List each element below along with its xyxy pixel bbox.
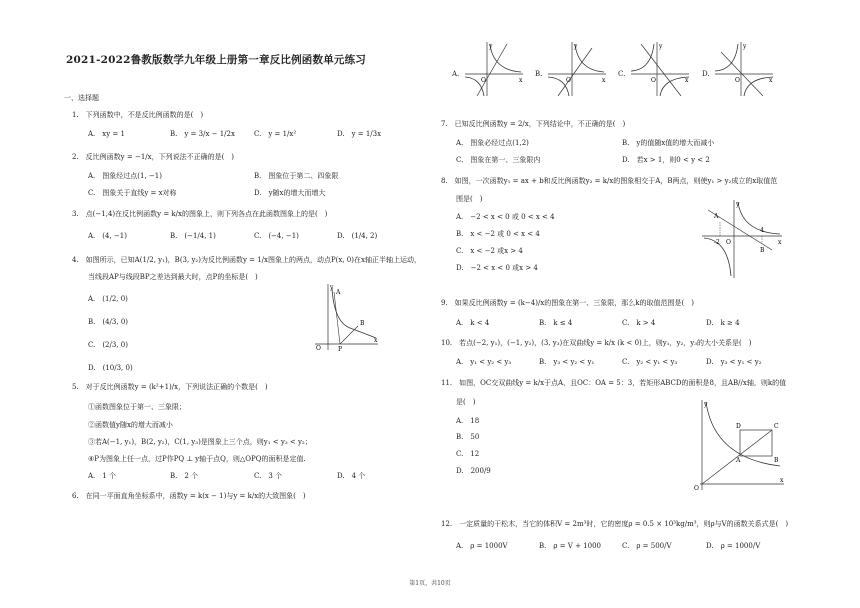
q2-option-b: B. 图象位于第二、四象限 — [254, 172, 339, 180]
q8-option-d: D. −2 < x < 0 或x > 4 — [456, 264, 538, 272]
question-1: 1. 下列函数中，不是反比例函数的是( ) — [72, 111, 204, 119]
q5-option-a: A. 1 个 — [88, 472, 116, 480]
question-10: 10. 若点(−2, y₁)，(−1, y₂)，(3, y₃)在双曲线y = k/x (k < 0)上，则y₁，y₂，y₃的大小关系是( ) — [441, 339, 752, 347]
section-heading: 一、选择题 — [64, 94, 99, 102]
q5-statement-4: ④P为图象上任一点，过P作PQ ⊥ y轴于点Q，则△OPQ的面积是定值. — [88, 455, 306, 463]
q5-statement-2: ②函数值y随x的增大而减小 — [88, 421, 173, 429]
q5-statement-3: ③若A(−1, y₁)，B(2, y₂)，C(1, y₃)是图象上三个点，则y₁ < y₃ < y₂； — [88, 438, 312, 446]
svg-text:x: x — [778, 239, 782, 246]
svg-text:O: O — [566, 77, 571, 84]
svg-text:x: x — [769, 77, 773, 84]
q3-option-d: D. (1/4, 2) — [337, 232, 378, 240]
q7-option-b: B. y的值随x值的增大而减小 — [622, 139, 715, 147]
svg-text:x: x — [685, 77, 689, 84]
svg-text:x: x — [519, 77, 523, 84]
q5-option-c: C. 3 个 — [254, 472, 283, 480]
q8-intersection-figure — [700, 198, 784, 280]
q8-option-c: C. x < −2 或x > 4 — [456, 247, 523, 255]
svg-text:B: B — [760, 247, 765, 254]
q10-option-a: A. y₁ < y₂ < y₃ — [456, 358, 512, 366]
svg-text:O: O — [694, 485, 699, 492]
svg-text:O: O — [726, 239, 731, 246]
question-6: 6. 在同一平面直角坐标系中，函数y = k(x − 1)与y = k/x的大致图象( ) — [72, 492, 306, 500]
q5-statement-1: ①函数图象位于第一、三象限； — [88, 403, 186, 411]
q6-option-c: C. — [618, 70, 626, 78]
q6-option-b: B. — [535, 70, 543, 78]
q6-graph-d — [713, 40, 775, 98]
svg-text:y: y — [736, 201, 740, 208]
svg-text:B: B — [774, 457, 779, 464]
svg-text:y: y — [704, 401, 708, 408]
q7-option-a: A. 图象必经过点(1,2) — [456, 139, 529, 147]
q2-option-a: A. 图象经过点(1, −1) — [88, 172, 162, 180]
question-3: 3. 点(−1,4)在反比例函数y = k/x的图象上，则下列各点在此函数图象上的是( ) — [72, 210, 328, 218]
q11-option-b: B. 50 — [456, 433, 480, 441]
q6-option-d: D. — [702, 70, 710, 78]
q4-option-d: D. (10/3, 0) — [88, 364, 133, 372]
q10-option-c: C. y₂ < y₁ < y₃ — [622, 358, 678, 366]
q4-option-c: C. (2/3, 0) — [88, 341, 128, 349]
q9-option-c: C. k > 4 — [622, 319, 656, 327]
svg-text:-2: -2 — [714, 239, 720, 246]
svg-text:y: y — [330, 284, 334, 291]
q8-option-a: A. −2 < x < 0 或 0 < x < 4 — [456, 213, 555, 221]
q5-option-b: B. 2 个 — [170, 472, 199, 480]
page-title: 2021-2022鲁教版数学九年级上册第一章反比例函数单元练习 — [66, 54, 367, 66]
q2-option-c: C. 图象关于直线y = x对称 — [88, 189, 177, 197]
q4-option-a: A. (1/2, 0) — [88, 295, 128, 303]
svg-text:B: B — [360, 320, 365, 327]
svg-text:O: O — [481, 77, 486, 84]
q6-graph-b — [546, 40, 608, 98]
svg-text:O: O — [651, 77, 656, 84]
q10-option-b: B. y₃ < y₂ < y₁ — [539, 358, 595, 366]
svg-text:A: A — [336, 289, 341, 296]
svg-text:C: C — [774, 423, 779, 430]
q6-graph-a — [463, 40, 525, 98]
q5-option-d: D. 4 个 — [337, 472, 366, 480]
q4-option-b: B. (4/3, 0) — [88, 318, 129, 326]
svg-text:O: O — [316, 345, 321, 352]
q6-option-a: A. — [452, 70, 460, 78]
question-4-line-1: 4. 如图所示，已知A(1/2, y₁)，B(3, y₂)为反比例函数y = 1/x图象上的两点，动点P(x, 0)在x轴正半轴上运动， — [72, 256, 421, 264]
q9-option-b: B. k ≤ 4 — [539, 319, 573, 327]
q3-option-b: B. (−1/4, 1) — [170, 232, 216, 240]
svg-text:y: y — [659, 43, 663, 50]
q2-option-d: D. y随x的增大而增大 — [254, 189, 326, 197]
question-11-line-1: 11. 如图，OC交双曲线y = k/x于点A，且OC：OA = 5：3，若矩形ABCD的面积是8，且AB//x轴，则k的值 — [441, 379, 787, 387]
q3-option-c: C. (−4, −1) — [254, 232, 299, 240]
svg-text:y: y — [743, 43, 747, 50]
q4-hyperbola-figure — [310, 282, 380, 352]
q1-option-b: B. y = 3/x − 1/2x — [170, 130, 235, 138]
q3-option-a: A. (4, −1) — [88, 232, 127, 240]
q11-option-a: A. 18 — [456, 417, 480, 425]
q11-option-d: D. 200/9 — [456, 467, 491, 475]
q11-rectangle-figure — [690, 396, 786, 492]
question-9: 9. 如果反比例函数y = (k−4)/x的图象在第一、三象限，那么k的取值范围是( ) — [441, 299, 694, 307]
svg-text:P: P — [338, 346, 343, 352]
svg-text:x: x — [602, 77, 606, 84]
q10-option-d: D. y₃ < y₁ < y₂ — [706, 358, 762, 366]
question-8-line-2: 围是( ) — [456, 195, 483, 203]
q12-option-a: A. ρ = 1000V — [456, 542, 508, 550]
q12-option-c: C. ρ = 500/V — [622, 542, 672, 550]
q6-graph-c — [629, 40, 691, 98]
q11-option-c: C. 12 — [456, 450, 480, 458]
page-footer: 第1页，共10页 — [409, 580, 451, 587]
question-11-line-2: 是( ) — [456, 398, 476, 406]
svg-text:y: y — [489, 43, 493, 50]
question-7: 7. 已知反比例函数y = 2/x，下列结论中，不正确的是( ) — [441, 120, 626, 128]
question-8-line-1: 8. 如图，一次函数y₁ = ax + b和反比例函数y₂ = k/x的图象相交于A，B两点，则使y₁ > y₂成立的x取值范 — [441, 177, 778, 185]
svg-text:D: D — [736, 423, 741, 430]
svg-text:y: y — [574, 43, 578, 50]
q12-option-d: D. ρ = 1000/V — [706, 542, 761, 550]
q9-option-a: A. k < 4 — [456, 319, 490, 327]
q9-option-d: D. k ≥ 4 — [706, 319, 740, 327]
svg-text:x: x — [780, 477, 784, 484]
q1-option-d: D. y = 1/3x — [337, 130, 382, 138]
svg-text:x: x — [374, 337, 378, 344]
q1-option-a: A. xy = 1 — [88, 130, 125, 138]
q7-option-d: D. 若x > 1，则0 < y < 2 — [622, 156, 710, 164]
question-4-line-2: 当线段AP与线段BP之差达到最大时，点P的坐标是( ) — [88, 273, 258, 281]
svg-text:A: A — [736, 457, 741, 464]
q8-option-b: B. x < −2 或 0 < x < 4 — [456, 230, 540, 238]
question-5: 5. 对于反比例函数y = (k²+1)/x，下列说法正确的个数是( ) — [72, 383, 268, 391]
q1-option-c: C. y = 1/x² — [254, 130, 297, 138]
question-12: 12. 一定质量的干松木，当它的体积V = 2m³时，它的密度ρ = 0.5 × 10³kg/m³，则ρ与V的函数关系式是( ) — [441, 520, 789, 528]
q12-option-b: B. ρ = V + 1000 — [539, 542, 601, 550]
svg-text:A: A — [714, 213, 719, 220]
svg-text:4: 4 — [760, 227, 764, 234]
question-2: 2. 反比例函数y = −1/x，下列说法不正确的是( ) — [72, 153, 235, 161]
svg-text:O: O — [735, 77, 740, 84]
q7-option-c: C. 图象在第一、三象限内 — [456, 156, 541, 164]
